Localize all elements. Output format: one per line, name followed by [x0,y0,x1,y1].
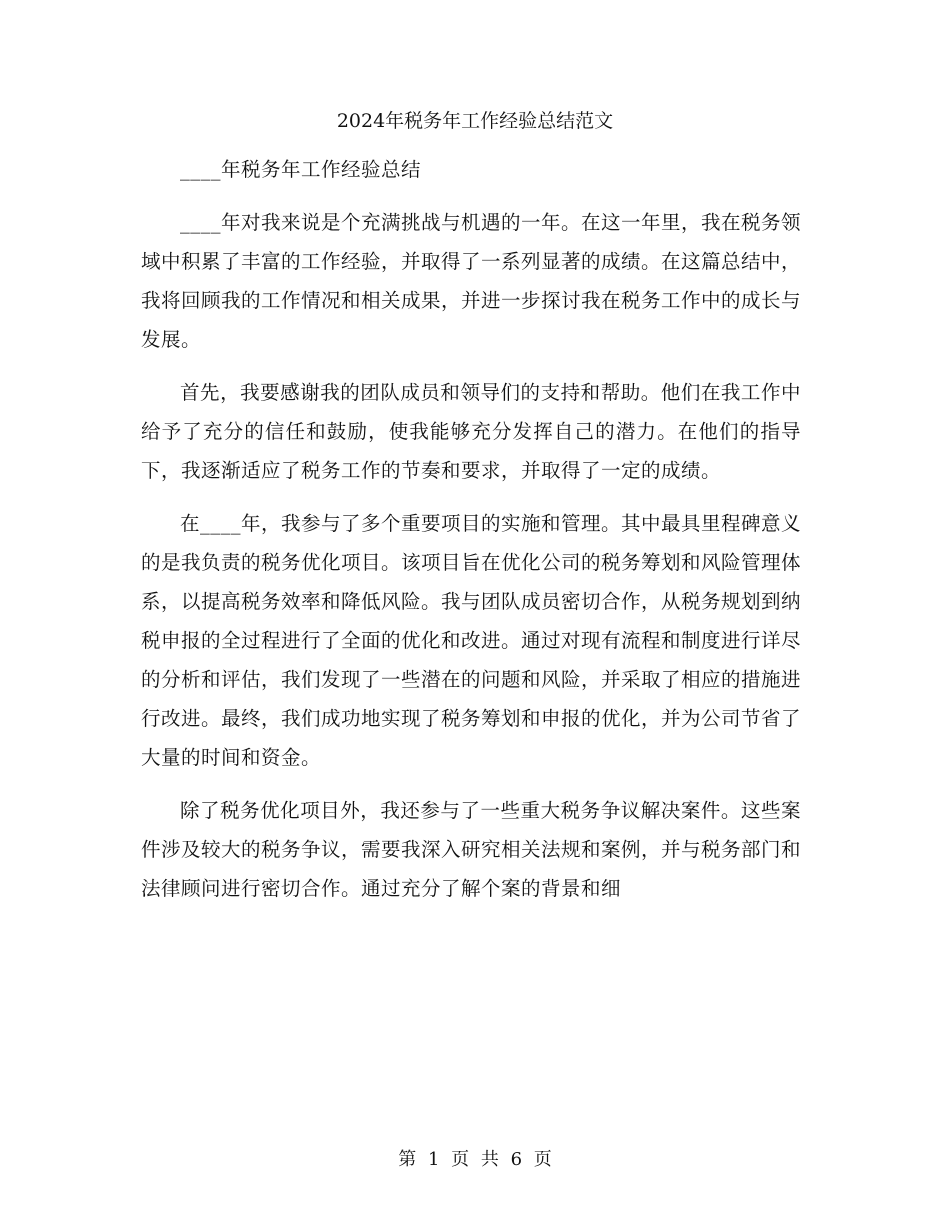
paragraph-3: 在____年，我参与了多个重要项目的实施和管理。其中最具里程碑意义的是我负责的税务优化项目。该项目旨在优化公司的税务筹划和风险管理体系，以提高税务效率和降低风险。我与团队成员密切合作，从税务规划到纳税申报的全过程进行了全面的优化和改进。通过对现有流程和制度进行详尽的分析和评估，我们发现了一些潜在的问题和风险，并采取了相应的措施进行改进。最终，我们成功地实现了税务筹划和申报的优化，并为公司节省了大量的时间和资金。 [141,512,802,769]
paragraph-1: ____年对我来说是个充满挑战与机遇的一年。在这一年里，我在税务领域中积累了丰富的工作经验，并取得了一系列显著的成绩。在这篇总结中，我将回顾我的工作情况和相关成果，并进一步探讨我在税务工作中的成长与发展。 [141,211,802,351]
document-subtitle: ____年税务年工作经验总结 [180,158,422,181]
paragraph-2: 首先，我要感谢我的团队成员和领导们的支持和帮助。他们在我工作中给予了充分的信任和鼓励，使我能够充分发挥自己的潜力。在他们的指导下，我逐渐适应了税务工作的节奏和要求，并取得了一定的成绩。 [141,381,801,482]
document-title: 2024年税务年工作经验总结范文 [336,110,614,132]
paragraph-4: 除了税务优化项目外，我还参与了一些重大税务争议解决案件。这些案件涉及较大的税务争议，需要我深入研究相关法规和案例，并与税务部门和法律顾问进行密切合作。通过充分了解个案的背景和细 [141,799,802,900]
page-number-footer: 第 1 页 共 6 页 [398,1149,552,1170]
document-body [141,150,801,922]
